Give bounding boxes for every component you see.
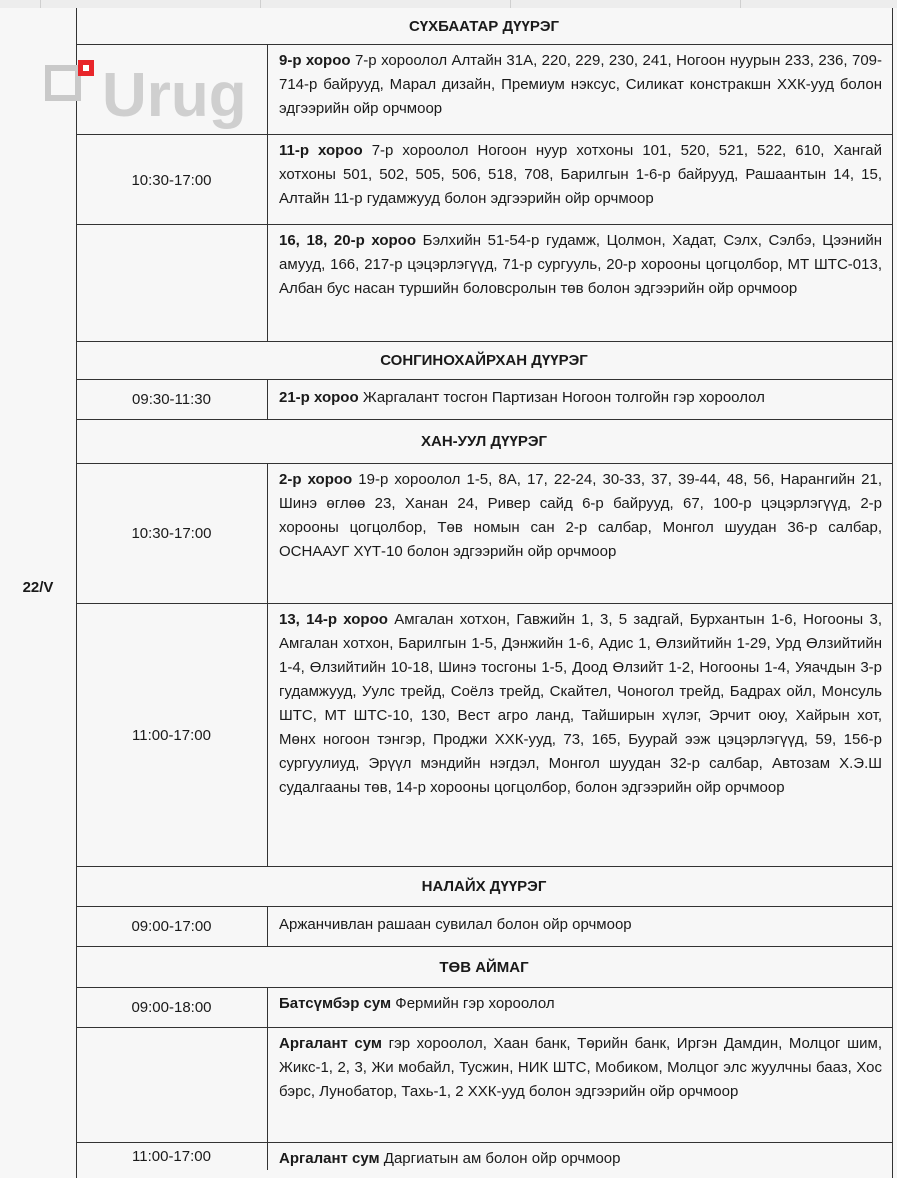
time-cell: 10:30-17:00 bbox=[76, 464, 268, 603]
table-row bbox=[76, 1142, 892, 1170]
top-strip bbox=[0, 0, 897, 8]
description-cell bbox=[279, 992, 882, 1016]
description-cell bbox=[279, 468, 882, 564]
description-text: Амгалан хотхон, Гавжийн 1, 3, 5 задгай, Бурхантын 1-6, Ногооны 3, Амгалан хотхон, Барилгын 1-5, Дэнжийн 1-6, Адис 1, Өлзийтийн 1-29, Урд Өлзийтийн 1-4, Өлзийтийн 10-18, Шинэ тосгоны 1-5, Доод Өлзийт 1-2, Ногооны 1-4, Уяачдын 3-р гудамжууд, Уулс трейд, Соёлз трейд, Скайтел, Чоногол трейд, Бадрах ойл, Монсуль ШТС, МТ ШТС-10, 130, Вест агро ланд, Тайширын хүлэг, Эрчит оюу, Хайрын хот, Мөнх ногоон тэнгэр, Проджи ХХК-ууд, 73, 165, Буурай ээж цэцэрлэгүүд, 59, 156-р сургуулиуд, Эрүүл мэндийн нэгдэл, Монгол шуудан 32-р салбар, Автозам Х.Э.Ш судалгааны төв, 14-р хорооны цогцолбор, болон эдгээрийн ойр орчмоор bbox=[279, 611, 882, 796]
khoroo-label: 13, 14-р хороо bbox=[279, 611, 388, 628]
description-text: Жаргалант тосгон Партизан Ногоон толгойн гэр хороолол bbox=[362, 389, 765, 406]
table-row bbox=[76, 134, 892, 224]
khoroo-label: 11-р хороо bbox=[279, 142, 363, 159]
description-cell bbox=[279, 1147, 882, 1171]
district-title: СҮХБААТАР ДҮҮРЭГ bbox=[408, 17, 560, 35]
description-cell bbox=[279, 1032, 882, 1104]
time-cell bbox=[76, 225, 268, 341]
description-text: Аржанчивлан рашаан сувилал болон ойр орчмоор bbox=[279, 916, 632, 933]
province-header-tuv bbox=[76, 946, 892, 987]
sum-label: Аргалант сум bbox=[279, 1150, 380, 1167]
table-row bbox=[76, 603, 892, 866]
sum-label: Аргалант сум bbox=[279, 1035, 383, 1052]
table-row bbox=[76, 987, 892, 1027]
description-cell bbox=[279, 49, 882, 121]
table-row bbox=[76, 1027, 892, 1142]
description-text: 19-р хороолол 1-5, 8А, 17, 22-24, 30-33, 37, 39-44, 48, 56, Нарангийн 21, Шинэ өглөө 23, Ханан 24, Ривер сайд 6-р байрууд, 67, 100-р цэцэрлэгүүд, 2-р хорооны цогцолбор, Төв номын сан 2-р салбар, Монгол шуудан 36-р салбар, ОСНААУГ ХҮТ-10 болон эдгээрийн ойр орчмоор bbox=[279, 471, 882, 560]
time-cell: 11:00-17:00 bbox=[76, 604, 268, 866]
time-cell: 09:30-11:30 bbox=[76, 380, 268, 419]
table-row bbox=[76, 463, 892, 603]
khoroo-label: 16, 18, 20-р хороо bbox=[279, 232, 416, 249]
time-cell: 11:00-17:00 bbox=[76, 1143, 268, 1170]
table-row bbox=[76, 379, 892, 419]
district-header-sukhbaatar bbox=[76, 8, 892, 44]
description-cell bbox=[279, 386, 882, 410]
table-row bbox=[76, 224, 892, 341]
description-cell bbox=[279, 913, 882, 937]
description-cell bbox=[279, 139, 882, 211]
district-title: НАЛАЙХ ДҮҮРЭГ bbox=[421, 878, 547, 895]
description-cell bbox=[279, 229, 882, 301]
sum-label: Батсүмбэр сум bbox=[279, 995, 392, 1012]
district-header-nalaikh bbox=[76, 866, 892, 906]
logo-text: Urug bbox=[102, 61, 247, 130]
date-label: 22/V bbox=[22, 579, 54, 596]
district-title: ХАН-УУЛ ДҮҮРЭГ bbox=[421, 433, 547, 450]
description-text: Даргиатын ам болон ойр орчмоор bbox=[383, 1150, 621, 1167]
description-text: гэр хороолол, Хаан банк, Төрийн банк, Иргэн Дамдин, Молцог шим, Жикс-1, 2, 3, Жи мобайл, Тусжин, НИК ШТС, Мобиком, Молцог элс жуулчны бааз, Хос бэрс, Лунобатор, Тахь-1, 2 ХХК-ууд болон эдгээрийн ойр орчмоор bbox=[279, 1035, 882, 1100]
district-header-khan-uul bbox=[76, 419, 892, 463]
time-cell: 10:30-17:00 bbox=[76, 45, 268, 315]
district-title: СОНГИНОХАЙРХАН ДҮҮРЭГ bbox=[380, 352, 588, 369]
district-header-songinokhairkhan bbox=[76, 341, 892, 379]
district-title: ТӨВ АЙМАГ bbox=[439, 958, 529, 976]
khoroo-label: 2-р хороо bbox=[279, 471, 353, 488]
description-text: Бэлхийн 51-54-р гудамж, Цолмон, Хадат, Сэлх, Сэлбэ, Цээнийн амууд, 166, 217-р цэцэрлэгүүд, 71-р сургууль, 20-р хорооны цогцолбор, МТ ШТС-013, Албан бус насан туршийн боловсролын төв болон эдгээрийн ойр орчмоор bbox=[279, 232, 882, 297]
table-row bbox=[76, 906, 892, 946]
description-cell bbox=[279, 608, 882, 800]
description-text: Фермийн гэр хороолол bbox=[395, 995, 555, 1012]
description-text: 7-р хороолол Ногоон нуур хотхоны 101, 520, 521, 522, 610, Хангай хотхоны 501, 502, 505, 506, 518, 708, Барилгын 1-6-р байрууд, Рашаантын 14, 15, Алтайн 11-р гудамжууд болон эдгээрийн ойр орчмоор bbox=[279, 142, 882, 207]
time-cell: 09:00-17:00 bbox=[76, 907, 268, 946]
khoroo-label: 21-р хороо bbox=[279, 389, 359, 406]
time-cell bbox=[76, 1028, 268, 1142]
description-text: 7-р хороолол Алтайн 31А, 220, 229, 230, 241, Ногоон нуурын 233, 236, 709-714-р байрууд, Марал дизайн, Премиум нэксус, Силикат констракшн ХХК-ууд болон эдгээрийн ойр орчмоор bbox=[279, 52, 883, 117]
khoroo-label: 9-р хороо bbox=[279, 52, 351, 69]
time-cell: 09:00-18:00 bbox=[76, 988, 268, 1027]
